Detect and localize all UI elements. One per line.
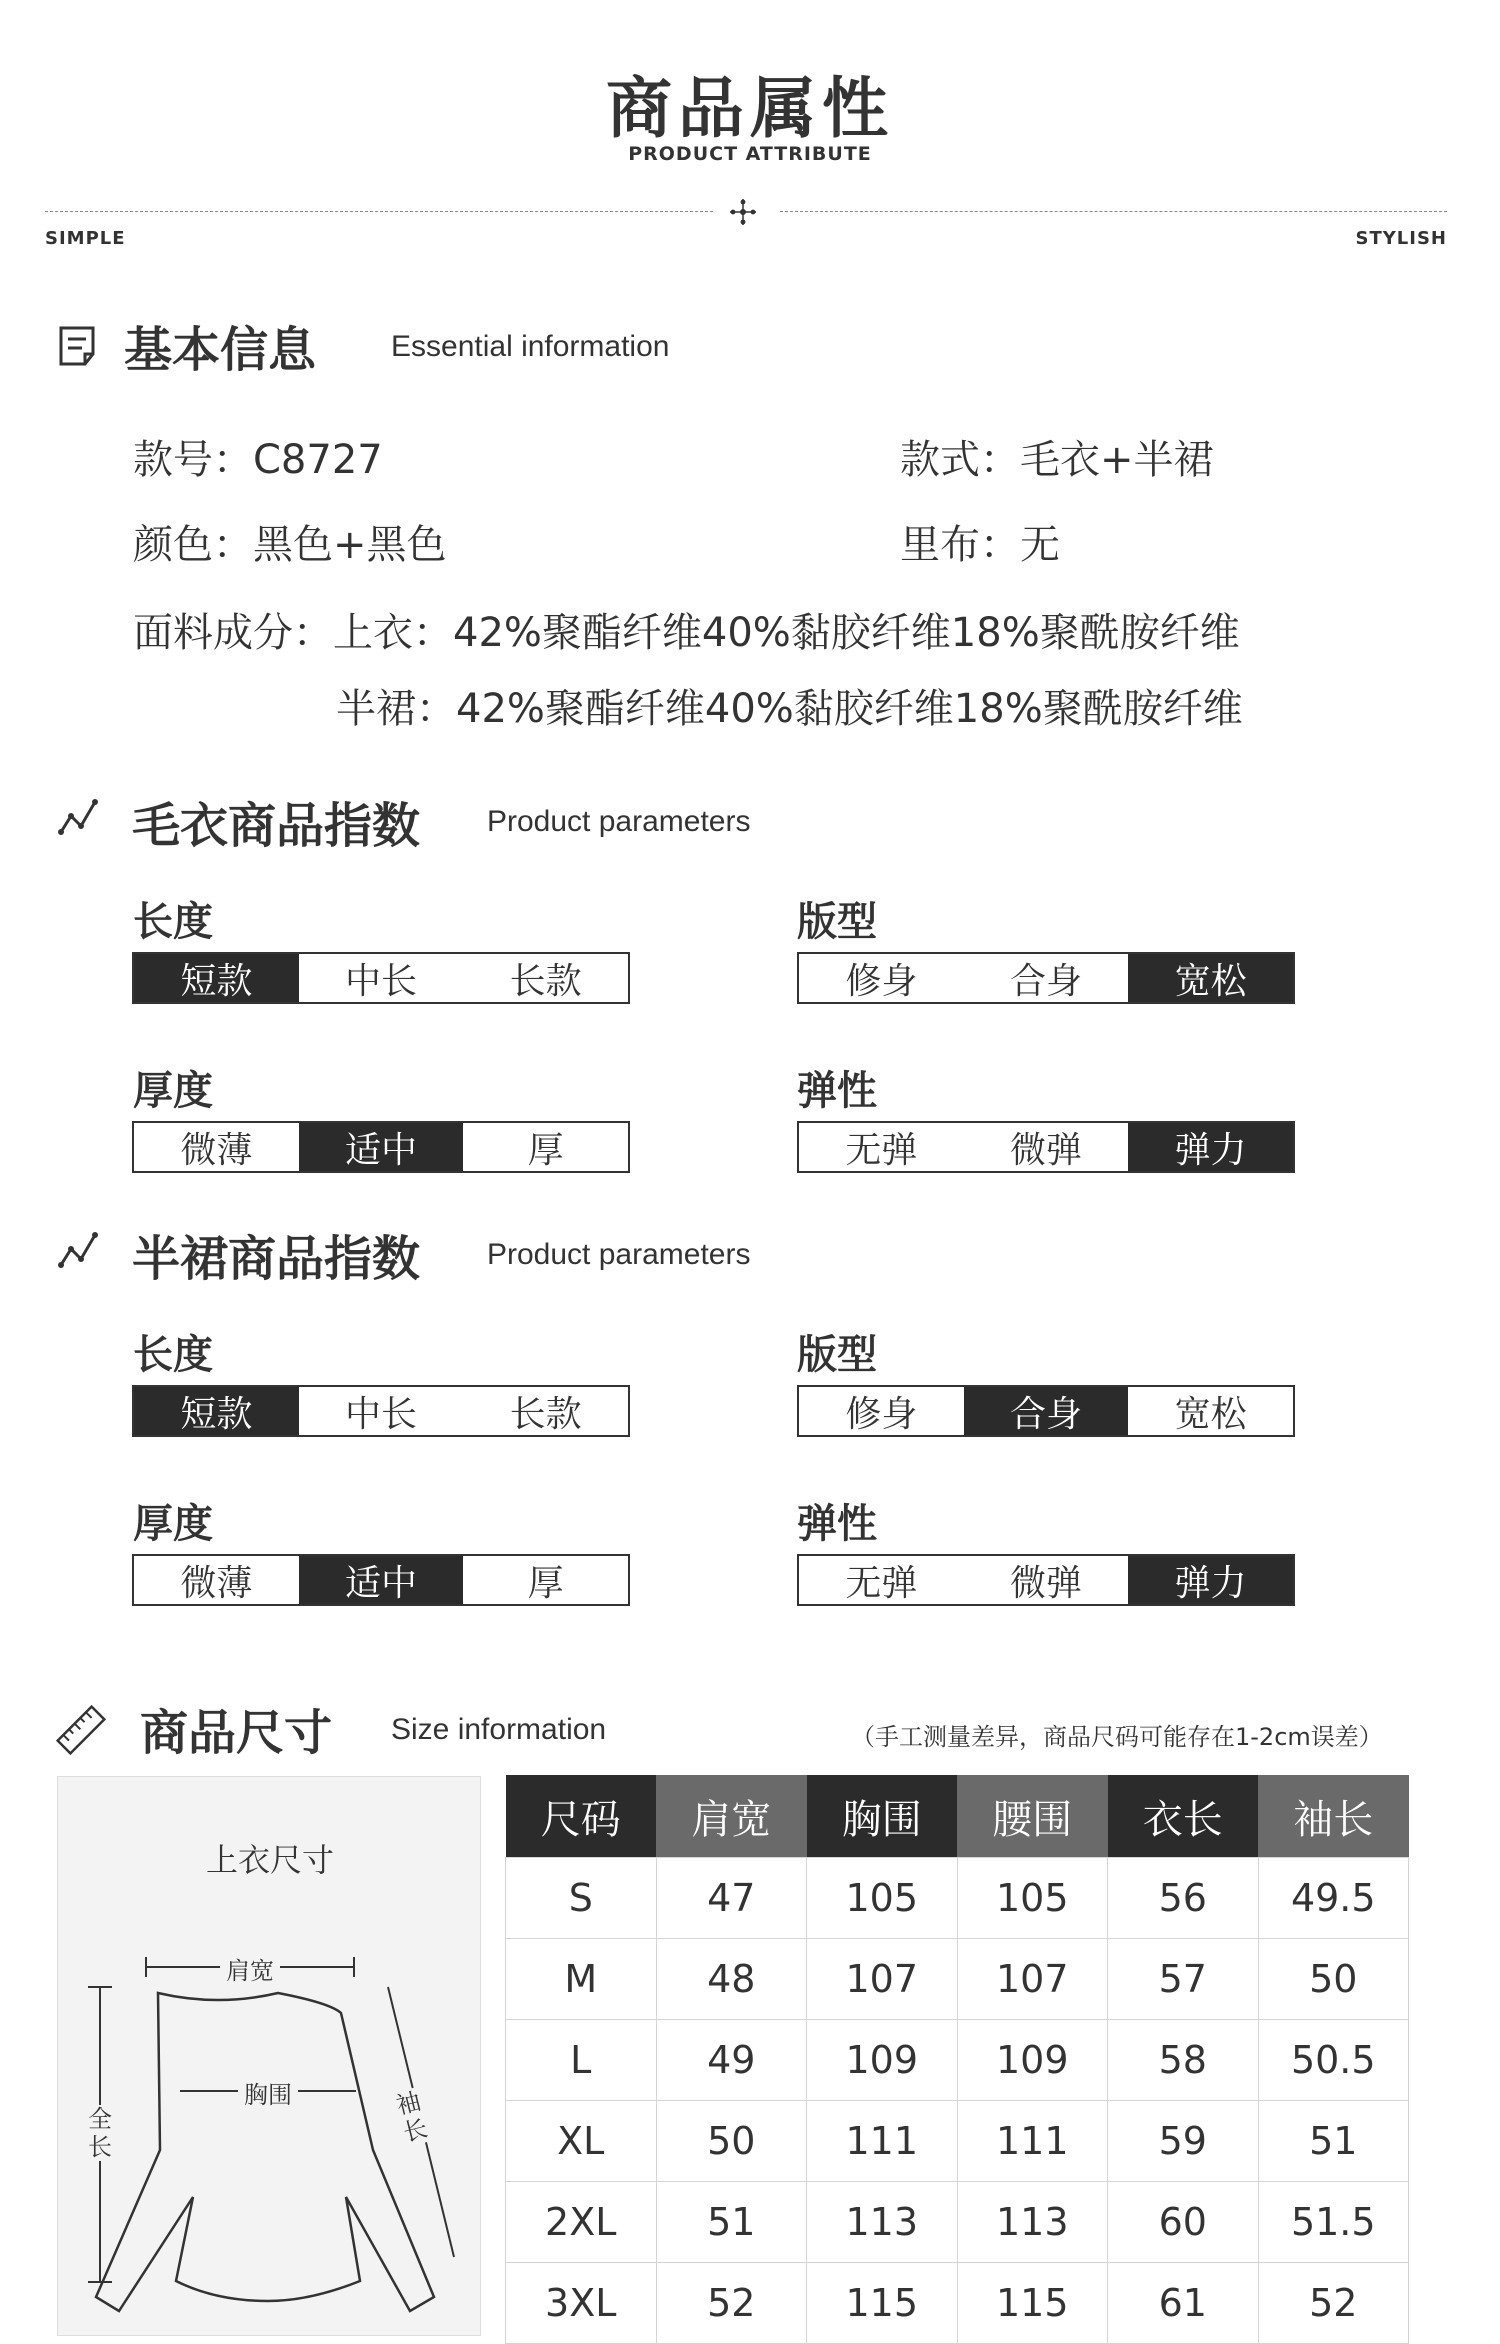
skirt-fit-option: 合身 <box>964 1387 1129 1435</box>
skirt-elasticity-label: 弹性 <box>797 1501 877 1547</box>
sweater-length-option: 中长 <box>345 960 418 1002</box>
table-cell: M <box>506 1939 657 2020</box>
shoulder-width-label: 肩宽 <box>220 1951 280 1986</box>
table-cell: 113 <box>807 2182 958 2263</box>
table-cell: 60 <box>1108 2182 1259 2263</box>
table-cell: 3XL <box>506 2263 657 2344</box>
sweater-thickness-label: 厚度 <box>133 1068 213 1114</box>
skirt-elasticity-option: 无弹 <box>845 1562 918 1604</box>
lining-value: 里布：无 <box>900 522 1060 568</box>
skirt-elasticity-option: 弹力 <box>1128 1556 1293 1604</box>
skirt-length-label: 长度 <box>133 1332 213 1378</box>
skirt-thickness-option: 厚 <box>527 1562 564 1604</box>
table-cell: 47 <box>656 1858 807 1939</box>
table-cell: 52 <box>1258 2263 1409 2344</box>
column-header: 肩宽 <box>656 1775 807 1858</box>
table-row <box>506 2020 1409 2101</box>
sweater-length-label: 长度 <box>133 899 213 945</box>
skirt-elasticity-option: 微弹 <box>1010 1562 1083 1604</box>
sweater-params-title: 毛衣商品指数 <box>132 798 421 854</box>
table-cell: 50.5 <box>1258 2020 1409 2101</box>
table-cell: 59 <box>1108 2101 1259 2182</box>
shirt-diagram <box>58 1777 482 2337</box>
table-cell: 105 <box>807 1858 958 1939</box>
column-header: 胸围 <box>807 1775 958 1858</box>
table-cell: 111 <box>807 2101 958 2182</box>
skirt-thickness-selector <box>132 1554 630 1606</box>
full-length-label: 全长 <box>88 2105 112 2161</box>
size-info-subtitle: Size information <box>391 1713 607 1746</box>
trend-line-icon <box>57 1229 101 1273</box>
document-icon <box>57 324 101 368</box>
table-row <box>506 1939 1409 2020</box>
size-table <box>505 1775 1409 2344</box>
table-cell: 107 <box>807 1939 958 2020</box>
sweater-fit-selector <box>797 952 1295 1004</box>
column-header: 尺码 <box>506 1775 657 1858</box>
diagram-title: 上衣尺寸 <box>205 1841 334 1879</box>
table-row <box>506 2101 1409 2182</box>
trend-line-icon <box>57 796 101 840</box>
table-cell: 51 <box>1258 2101 1409 2182</box>
table-cell: 49.5 <box>1258 1858 1409 1939</box>
table-cell: 51 <box>656 2182 807 2263</box>
table-cell: 51.5 <box>1258 2182 1409 2263</box>
table-cell: 111 <box>957 2101 1108 2182</box>
table-cell: 48 <box>656 1939 807 2020</box>
skirt-fit-option: 宽松 <box>1174 1393 1247 1435</box>
sweater-elasticity-label: 弹性 <box>797 1068 877 1114</box>
table-cell: 56 <box>1108 1858 1259 1939</box>
sweater-length-option: 长款 <box>509 960 582 1002</box>
size-table-body <box>506 1858 1409 2344</box>
sweater-length-option: 短款 <box>134 954 299 1002</box>
model-number: 款号：C8727 <box>133 437 383 483</box>
table-cell: 57 <box>1108 1939 1259 2020</box>
ornament-icon <box>728 197 758 227</box>
table-cell: 115 <box>957 2263 1108 2344</box>
column-header: 衣长 <box>1108 1775 1259 1858</box>
skirt-fit-label: 版型 <box>797 1332 877 1378</box>
table-cell: 50 <box>656 2101 807 2182</box>
table-cell: 58 <box>1108 2020 1259 2101</box>
sweater-thickness-selector <box>132 1121 630 1173</box>
table-cell: 2XL <box>506 2182 657 2263</box>
sweater-length-selector <box>132 952 630 1004</box>
measurement-note: （手工测量差异，商品尺码可能存在1-2cm误差） <box>851 1723 1383 1751</box>
column-header: 腰围 <box>957 1775 1108 1858</box>
table-cell: 105 <box>957 1858 1108 1939</box>
sweater-fit-option: 修身 <box>845 960 918 1002</box>
table-cell: 107 <box>957 1939 1108 2020</box>
table-row <box>506 2263 1409 2344</box>
divider-right <box>780 211 1447 212</box>
sweater-elasticity-selector <box>797 1121 1295 1173</box>
skirt-length-option: 长款 <box>509 1393 582 1435</box>
skirt-thickness-label: 厚度 <box>133 1501 213 1547</box>
table-row <box>506 2182 1409 2263</box>
skirt-length-selector <box>132 1385 630 1437</box>
style-value: 款式：毛衣+半裙 <box>900 437 1214 483</box>
sweater-fit-option: 宽松 <box>1128 954 1293 1002</box>
table-cell: XL <box>506 2101 657 2182</box>
table-cell: S <box>506 1858 657 1939</box>
basic-info-title: 基本信息 <box>124 322 317 378</box>
table-cell: 109 <box>807 2020 958 2101</box>
sweater-elasticity-option: 弹力 <box>1128 1123 1293 1171</box>
column-header: 袖长 <box>1258 1775 1409 1858</box>
sweater-params-subtitle: Product parameters <box>487 805 751 838</box>
page-title: 商品属性 <box>606 70 894 147</box>
sweater-elasticity-option: 无弹 <box>845 1129 918 1171</box>
basic-info-subtitle: Essential information <box>391 330 670 363</box>
divider-left <box>45 211 713 212</box>
table-cell: 115 <box>807 2263 958 2344</box>
table-header-row <box>506 1775 1409 1858</box>
table-cell: 50 <box>1258 1939 1409 2020</box>
skirt-params-title: 半裙商品指数 <box>132 1231 421 1287</box>
table-cell: L <box>506 2020 657 2101</box>
chest-label: 胸围 <box>238 2075 298 2110</box>
skirt-thickness-option: 适中 <box>299 1556 464 1604</box>
skirt-fit-option: 修身 <box>845 1393 918 1435</box>
page-subtitle: PRODUCT ATTRIBUTE <box>628 143 872 165</box>
sweater-thickness-option: 微薄 <box>180 1129 253 1171</box>
sleeve-length-label: 袖长 <box>393 2086 431 2148</box>
table-row <box>506 1858 1409 1939</box>
skirt-length-option: 中长 <box>345 1393 418 1435</box>
skirt-thickness-option: 微薄 <box>180 1562 253 1604</box>
sweater-fit-option: 合身 <box>1010 960 1083 1002</box>
fabric-top: 面料成分：上衣：42%聚酯纤维40%黏胶纤维18%聚酰胺纤维 <box>133 610 1240 656</box>
skirt-elasticity-selector <box>797 1554 1295 1606</box>
stylish-tag: STYLISH <box>1355 228 1447 249</box>
sweater-thickness-option: 适中 <box>299 1123 464 1171</box>
table-cell: 113 <box>957 2182 1108 2263</box>
color-value: 颜色：黑色+黑色 <box>133 522 447 568</box>
table-cell: 49 <box>656 2020 807 2101</box>
garment-diagram-panel <box>57 1776 481 2336</box>
ruler-icon <box>55 1704 107 1756</box>
skirt-fit-selector <box>797 1385 1295 1437</box>
fabric-skirt: 半裙：42%聚酯纤维40%黏胶纤维18%聚酰胺纤维 <box>336 686 1243 732</box>
simple-tag: SIMPLE <box>45 228 126 249</box>
skirt-params-subtitle: Product parameters <box>487 1238 751 1271</box>
table-cell: 61 <box>1108 2263 1259 2344</box>
sweater-elasticity-option: 微弹 <box>1010 1129 1083 1171</box>
table-cell: 52 <box>656 2263 807 2344</box>
table-cell: 109 <box>957 2020 1108 2101</box>
sweater-fit-label: 版型 <box>797 899 877 945</box>
skirt-length-option: 短款 <box>134 1387 299 1435</box>
sweater-thickness-option: 厚 <box>527 1129 564 1171</box>
size-info-title: 商品尺寸 <box>140 1705 333 1761</box>
